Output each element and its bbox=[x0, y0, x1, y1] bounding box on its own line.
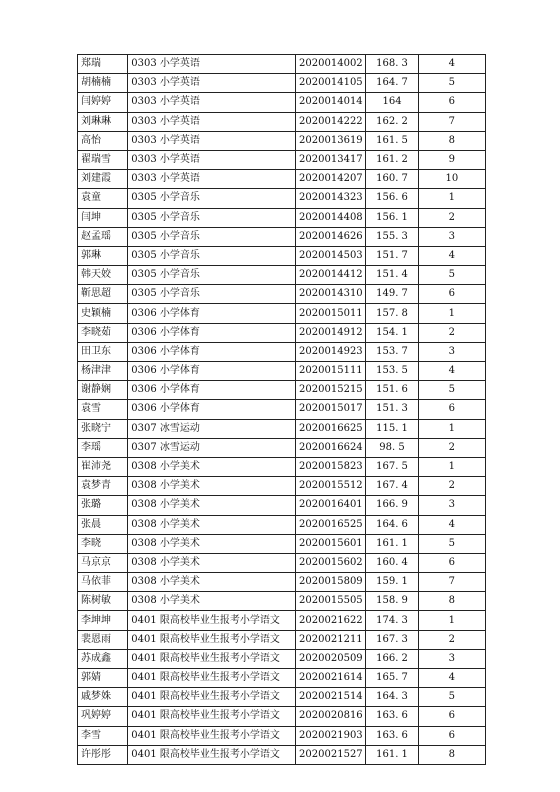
total-score-cell: 167. 4 bbox=[366, 477, 418, 496]
table-row bbox=[78, 131, 486, 150]
rank-cell: 4 bbox=[418, 362, 485, 381]
candidate-name-cell: 巩婷婷 bbox=[78, 707, 128, 726]
exam-id-cell: 2020021211 bbox=[296, 630, 366, 649]
candidate-name-cell: 郭婧 bbox=[78, 669, 128, 688]
table-row bbox=[78, 189, 486, 208]
table-row bbox=[78, 304, 486, 323]
exam-id-cell: 2020014626 bbox=[296, 227, 366, 246]
total-score-cell: 174. 3 bbox=[366, 611, 418, 630]
exam-id-cell: 2020021614 bbox=[296, 669, 366, 688]
total-score-cell: 151. 3 bbox=[366, 400, 418, 419]
table-row bbox=[78, 323, 486, 342]
total-score-cell: 158. 9 bbox=[366, 592, 418, 611]
exam-id-cell: 2020014105 bbox=[296, 74, 366, 93]
table-row bbox=[78, 419, 486, 438]
post-code-subject-cell: 0401 限高校毕业生报考小学语文 bbox=[128, 611, 296, 630]
total-score-cell: 154. 1 bbox=[366, 323, 418, 342]
total-score-cell: 157. 8 bbox=[366, 304, 418, 323]
table-row bbox=[78, 688, 486, 707]
table-row bbox=[78, 477, 486, 496]
total-score-cell: 161. 5 bbox=[366, 131, 418, 150]
total-score-cell: 167. 3 bbox=[366, 630, 418, 649]
rank-cell: 6 bbox=[418, 400, 485, 419]
post-code-subject-cell: 0305 小学音乐 bbox=[128, 189, 296, 208]
candidate-name-cell: 闫婷婷 bbox=[78, 93, 128, 112]
rank-cell: 5 bbox=[418, 688, 485, 707]
candidate-name-cell: 崔沛尧 bbox=[78, 457, 128, 476]
candidate-name-cell: 赵孟瑶 bbox=[78, 227, 128, 246]
table-row bbox=[78, 170, 486, 189]
exam-id-cell: 2020016401 bbox=[296, 496, 366, 515]
table-row bbox=[78, 669, 486, 688]
rank-cell: 1 bbox=[418, 457, 485, 476]
candidate-name-cell: 袁雪 bbox=[78, 400, 128, 419]
post-code-subject-cell: 0305 小学音乐 bbox=[128, 227, 296, 246]
total-score-cell: 165. 7 bbox=[366, 669, 418, 688]
post-code-subject-cell: 0306 小学体育 bbox=[128, 362, 296, 381]
candidate-name-cell: 苏成鑫 bbox=[78, 649, 128, 668]
exam-id-cell: 2020016625 bbox=[296, 419, 366, 438]
exam-id-cell: 2020020509 bbox=[296, 649, 366, 668]
candidate-name-cell: 张晓宁 bbox=[78, 419, 128, 438]
post-code-subject-cell: 0308 小学美术 bbox=[128, 573, 296, 592]
table-row bbox=[78, 55, 486, 74]
candidate-name-cell: 刘琳琳 bbox=[78, 112, 128, 131]
candidate-name-cell: 马依菲 bbox=[78, 573, 128, 592]
candidate-name-cell: 高怡 bbox=[78, 131, 128, 150]
score-table-body bbox=[78, 55, 486, 765]
total-score-cell: 167. 5 bbox=[366, 457, 418, 476]
total-score-cell: 155. 3 bbox=[366, 227, 418, 246]
exam-id-cell: 2020014014 bbox=[296, 93, 366, 112]
table-row bbox=[78, 112, 486, 131]
total-score-cell: 161. 1 bbox=[366, 745, 418, 764]
rank-cell: 8 bbox=[418, 131, 485, 150]
rank-cell: 5 bbox=[418, 381, 485, 400]
total-score-cell: 166. 2 bbox=[366, 649, 418, 668]
rank-cell: 8 bbox=[418, 745, 485, 764]
exam-id-cell: 2020014912 bbox=[296, 323, 366, 342]
post-code-subject-cell: 0308 小学美术 bbox=[128, 515, 296, 534]
candidate-name-cell: 郭琳 bbox=[78, 246, 128, 265]
post-code-subject-cell: 0305 小学音乐 bbox=[128, 285, 296, 304]
candidate-name-cell: 刘建霞 bbox=[78, 170, 128, 189]
exam-id-cell: 2020015111 bbox=[296, 362, 366, 381]
rank-cell: 1 bbox=[418, 611, 485, 630]
exam-id-cell: 2020014412 bbox=[296, 266, 366, 285]
table-row bbox=[78, 573, 486, 592]
post-code-subject-cell: 0303 小学英语 bbox=[128, 150, 296, 169]
table-row bbox=[78, 707, 486, 726]
rank-cell: 7 bbox=[418, 112, 485, 131]
post-code-subject-cell: 0303 小学英语 bbox=[128, 74, 296, 93]
candidate-name-cell: 胡楠楠 bbox=[78, 74, 128, 93]
post-code-subject-cell: 0303 小学英语 bbox=[128, 93, 296, 112]
total-score-cell: 160. 7 bbox=[366, 170, 418, 189]
exam-id-cell: 2020014923 bbox=[296, 342, 366, 361]
exam-id-cell: 2020014323 bbox=[296, 189, 366, 208]
post-code-subject-cell: 0401 限高校毕业生报考小学语文 bbox=[128, 630, 296, 649]
total-score-cell: 161. 1 bbox=[366, 534, 418, 553]
rank-cell: 2 bbox=[418, 208, 485, 227]
rank-cell: 6 bbox=[418, 93, 485, 112]
candidate-name-cell: 张晨 bbox=[78, 515, 128, 534]
total-score-cell: 164. 3 bbox=[366, 688, 418, 707]
post-code-subject-cell: 0305 小学音乐 bbox=[128, 208, 296, 227]
candidate-name-cell: 谢静娴 bbox=[78, 381, 128, 400]
total-score-cell: 163. 6 bbox=[366, 726, 418, 745]
candidate-name-cell: 靳思超 bbox=[78, 285, 128, 304]
post-code-subject-cell: 0401 限高校毕业生报考小学语文 bbox=[128, 649, 296, 668]
exam-id-cell: 2020015215 bbox=[296, 381, 366, 400]
candidate-name-cell: 李晓茹 bbox=[78, 323, 128, 342]
table-row bbox=[78, 381, 486, 400]
rank-cell: 3 bbox=[418, 649, 485, 668]
exam-id-cell: 2020014207 bbox=[296, 170, 366, 189]
table-row bbox=[78, 285, 486, 304]
rank-cell: 4 bbox=[418, 55, 485, 74]
rank-cell: 5 bbox=[418, 534, 485, 553]
total-score-cell: 153. 5 bbox=[366, 362, 418, 381]
table-row bbox=[78, 630, 486, 649]
exam-id-cell: 2020015512 bbox=[296, 477, 366, 496]
candidate-name-cell: 李晓 bbox=[78, 534, 128, 553]
post-code-subject-cell: 0401 限高校毕业生报考小学语文 bbox=[128, 688, 296, 707]
total-score-cell: 115. 1 bbox=[366, 419, 418, 438]
table-row bbox=[78, 745, 486, 764]
score-table bbox=[77, 54, 486, 765]
candidate-name-cell: 闫坤 bbox=[78, 208, 128, 227]
total-score-cell: 166. 9 bbox=[366, 496, 418, 515]
exam-id-cell: 2020013619 bbox=[296, 131, 366, 150]
candidate-name-cell: 马京京 bbox=[78, 553, 128, 572]
table-row bbox=[78, 726, 486, 745]
rank-cell: 5 bbox=[418, 74, 485, 93]
candidate-name-cell: 韩天姣 bbox=[78, 266, 128, 285]
total-score-cell: 153. 7 bbox=[366, 342, 418, 361]
exam-id-cell: 2020015505 bbox=[296, 592, 366, 611]
post-code-subject-cell: 0303 小学英语 bbox=[128, 170, 296, 189]
post-code-subject-cell: 0306 小学体育 bbox=[128, 304, 296, 323]
post-code-subject-cell: 0401 限高校毕业生报考小学语文 bbox=[128, 669, 296, 688]
total-score-cell: 163. 6 bbox=[366, 707, 418, 726]
total-score-cell: 164. 6 bbox=[366, 515, 418, 534]
candidate-name-cell: 杨津津 bbox=[78, 362, 128, 381]
rank-cell: 6 bbox=[418, 285, 485, 304]
candidate-name-cell: 李瑶 bbox=[78, 438, 128, 457]
total-score-cell: 160. 4 bbox=[366, 553, 418, 572]
rank-cell: 6 bbox=[418, 726, 485, 745]
candidate-name-cell: 戚梦姝 bbox=[78, 688, 128, 707]
table-row bbox=[78, 649, 486, 668]
rank-cell: 4 bbox=[418, 246, 485, 265]
table-row bbox=[78, 227, 486, 246]
table-row bbox=[78, 246, 486, 265]
table-row bbox=[78, 400, 486, 419]
rank-cell: 1 bbox=[418, 419, 485, 438]
candidate-name-cell: 郑瑞 bbox=[78, 55, 128, 74]
rank-cell: 3 bbox=[418, 342, 485, 361]
candidate-name-cell: 翟瑞雪 bbox=[78, 150, 128, 169]
exam-id-cell: 2020015823 bbox=[296, 457, 366, 476]
exam-id-cell: 2020021903 bbox=[296, 726, 366, 745]
exam-id-cell: 2020021527 bbox=[296, 745, 366, 764]
rank-cell: 2 bbox=[418, 438, 485, 457]
post-code-subject-cell: 0307 冰雪运动 bbox=[128, 438, 296, 457]
post-code-subject-cell: 0308 小学美术 bbox=[128, 592, 296, 611]
table-row bbox=[78, 208, 486, 227]
table-row bbox=[78, 74, 486, 93]
rank-cell: 2 bbox=[418, 323, 485, 342]
post-code-subject-cell: 0401 限高校毕业生报考小学语文 bbox=[128, 707, 296, 726]
table-row bbox=[78, 553, 486, 572]
rank-cell: 2 bbox=[418, 630, 485, 649]
exam-id-cell: 2020014310 bbox=[296, 285, 366, 304]
rank-cell: 10 bbox=[418, 170, 485, 189]
exam-id-cell: 2020015602 bbox=[296, 553, 366, 572]
total-score-cell: 149. 7 bbox=[366, 285, 418, 304]
exam-id-cell: 2020014002 bbox=[296, 55, 366, 74]
post-code-subject-cell: 0308 小学美术 bbox=[128, 457, 296, 476]
table-row bbox=[78, 362, 486, 381]
rank-cell: 6 bbox=[418, 553, 485, 572]
exam-id-cell: 2020014408 bbox=[296, 208, 366, 227]
exam-id-cell: 2020015017 bbox=[296, 400, 366, 419]
post-code-subject-cell: 0401 限高校毕业生报考小学语文 bbox=[128, 745, 296, 764]
rank-cell: 2 bbox=[418, 477, 485, 496]
rank-cell: 4 bbox=[418, 669, 485, 688]
post-code-subject-cell: 0401 限高校毕业生报考小学语文 bbox=[128, 726, 296, 745]
rank-cell: 5 bbox=[418, 266, 485, 285]
rank-cell: 6 bbox=[418, 707, 485, 726]
table-row bbox=[78, 93, 486, 112]
total-score-cell: 164. 7 bbox=[366, 74, 418, 93]
table-row bbox=[78, 534, 486, 553]
rank-cell: 3 bbox=[418, 227, 485, 246]
exam-id-cell: 2020013417 bbox=[296, 150, 366, 169]
post-code-subject-cell: 0308 小学美术 bbox=[128, 553, 296, 572]
rank-cell: 3 bbox=[418, 496, 485, 515]
rank-cell: 9 bbox=[418, 150, 485, 169]
post-code-subject-cell: 0308 小学美术 bbox=[128, 477, 296, 496]
total-score-cell: 161. 2 bbox=[366, 150, 418, 169]
candidate-name-cell: 裴恩雨 bbox=[78, 630, 128, 649]
total-score-cell: 151. 6 bbox=[366, 381, 418, 400]
candidate-name-cell: 袁梦青 bbox=[78, 477, 128, 496]
candidate-name-cell: 许彤彤 bbox=[78, 745, 128, 764]
exam-id-cell: 2020014503 bbox=[296, 246, 366, 265]
candidate-name-cell: 史颖楠 bbox=[78, 304, 128, 323]
table-row bbox=[78, 266, 486, 285]
candidate-name-cell: 李雪 bbox=[78, 726, 128, 745]
exam-id-cell: 2020016624 bbox=[296, 438, 366, 457]
exam-id-cell: 2020020816 bbox=[296, 707, 366, 726]
total-score-cell: 156. 1 bbox=[366, 208, 418, 227]
post-code-subject-cell: 0307 冰雪运动 bbox=[128, 419, 296, 438]
candidate-name-cell: 田卫东 bbox=[78, 342, 128, 361]
post-code-subject-cell: 0305 小学音乐 bbox=[128, 266, 296, 285]
candidate-name-cell: 袁童 bbox=[78, 189, 128, 208]
post-code-subject-cell: 0303 小学英语 bbox=[128, 112, 296, 131]
total-score-cell: 164 bbox=[366, 93, 418, 112]
exam-id-cell: 2020014222 bbox=[296, 112, 366, 131]
exam-id-cell: 2020015601 bbox=[296, 534, 366, 553]
total-score-cell: 156. 6 bbox=[366, 189, 418, 208]
table-row bbox=[78, 438, 486, 457]
total-score-cell: 159. 1 bbox=[366, 573, 418, 592]
table-row bbox=[78, 150, 486, 169]
table-row bbox=[78, 515, 486, 534]
post-code-subject-cell: 0308 小学美术 bbox=[128, 496, 296, 515]
rank-cell: 1 bbox=[418, 304, 485, 323]
total-score-cell: 151. 7 bbox=[366, 246, 418, 265]
exam-id-cell: 2020021514 bbox=[296, 688, 366, 707]
total-score-cell: 151. 4 bbox=[366, 266, 418, 285]
table-row bbox=[78, 496, 486, 515]
post-code-subject-cell: 0306 小学体育 bbox=[128, 323, 296, 342]
exam-id-cell: 2020016525 bbox=[296, 515, 366, 534]
post-code-subject-cell: 0303 小学英语 bbox=[128, 55, 296, 74]
table-row bbox=[78, 611, 486, 630]
post-code-subject-cell: 0306 小学体育 bbox=[128, 342, 296, 361]
exam-id-cell: 2020015011 bbox=[296, 304, 366, 323]
exam-id-cell: 2020021622 bbox=[296, 611, 366, 630]
total-score-cell: 168. 3 bbox=[366, 55, 418, 74]
post-code-subject-cell: 0308 小学美术 bbox=[128, 534, 296, 553]
rank-cell: 7 bbox=[418, 573, 485, 592]
post-code-subject-cell: 0306 小学体育 bbox=[128, 400, 296, 419]
rank-cell: 8 bbox=[418, 592, 485, 611]
candidate-name-cell: 李坤坤 bbox=[78, 611, 128, 630]
post-code-subject-cell: 0306 小学体育 bbox=[128, 381, 296, 400]
exam-id-cell: 2020015809 bbox=[296, 573, 366, 592]
rank-cell: 4 bbox=[418, 515, 485, 534]
candidate-name-cell: 陈树敏 bbox=[78, 592, 128, 611]
post-code-subject-cell: 0305 小学音乐 bbox=[128, 246, 296, 265]
table-row bbox=[78, 592, 486, 611]
candidate-name-cell: 张璐 bbox=[78, 496, 128, 515]
table-row bbox=[78, 342, 486, 361]
rank-cell: 1 bbox=[418, 189, 485, 208]
post-code-subject-cell: 0303 小学英语 bbox=[128, 131, 296, 150]
table-row bbox=[78, 457, 486, 476]
total-score-cell: 162. 2 bbox=[366, 112, 418, 131]
total-score-cell: 98. 5 bbox=[366, 438, 418, 457]
